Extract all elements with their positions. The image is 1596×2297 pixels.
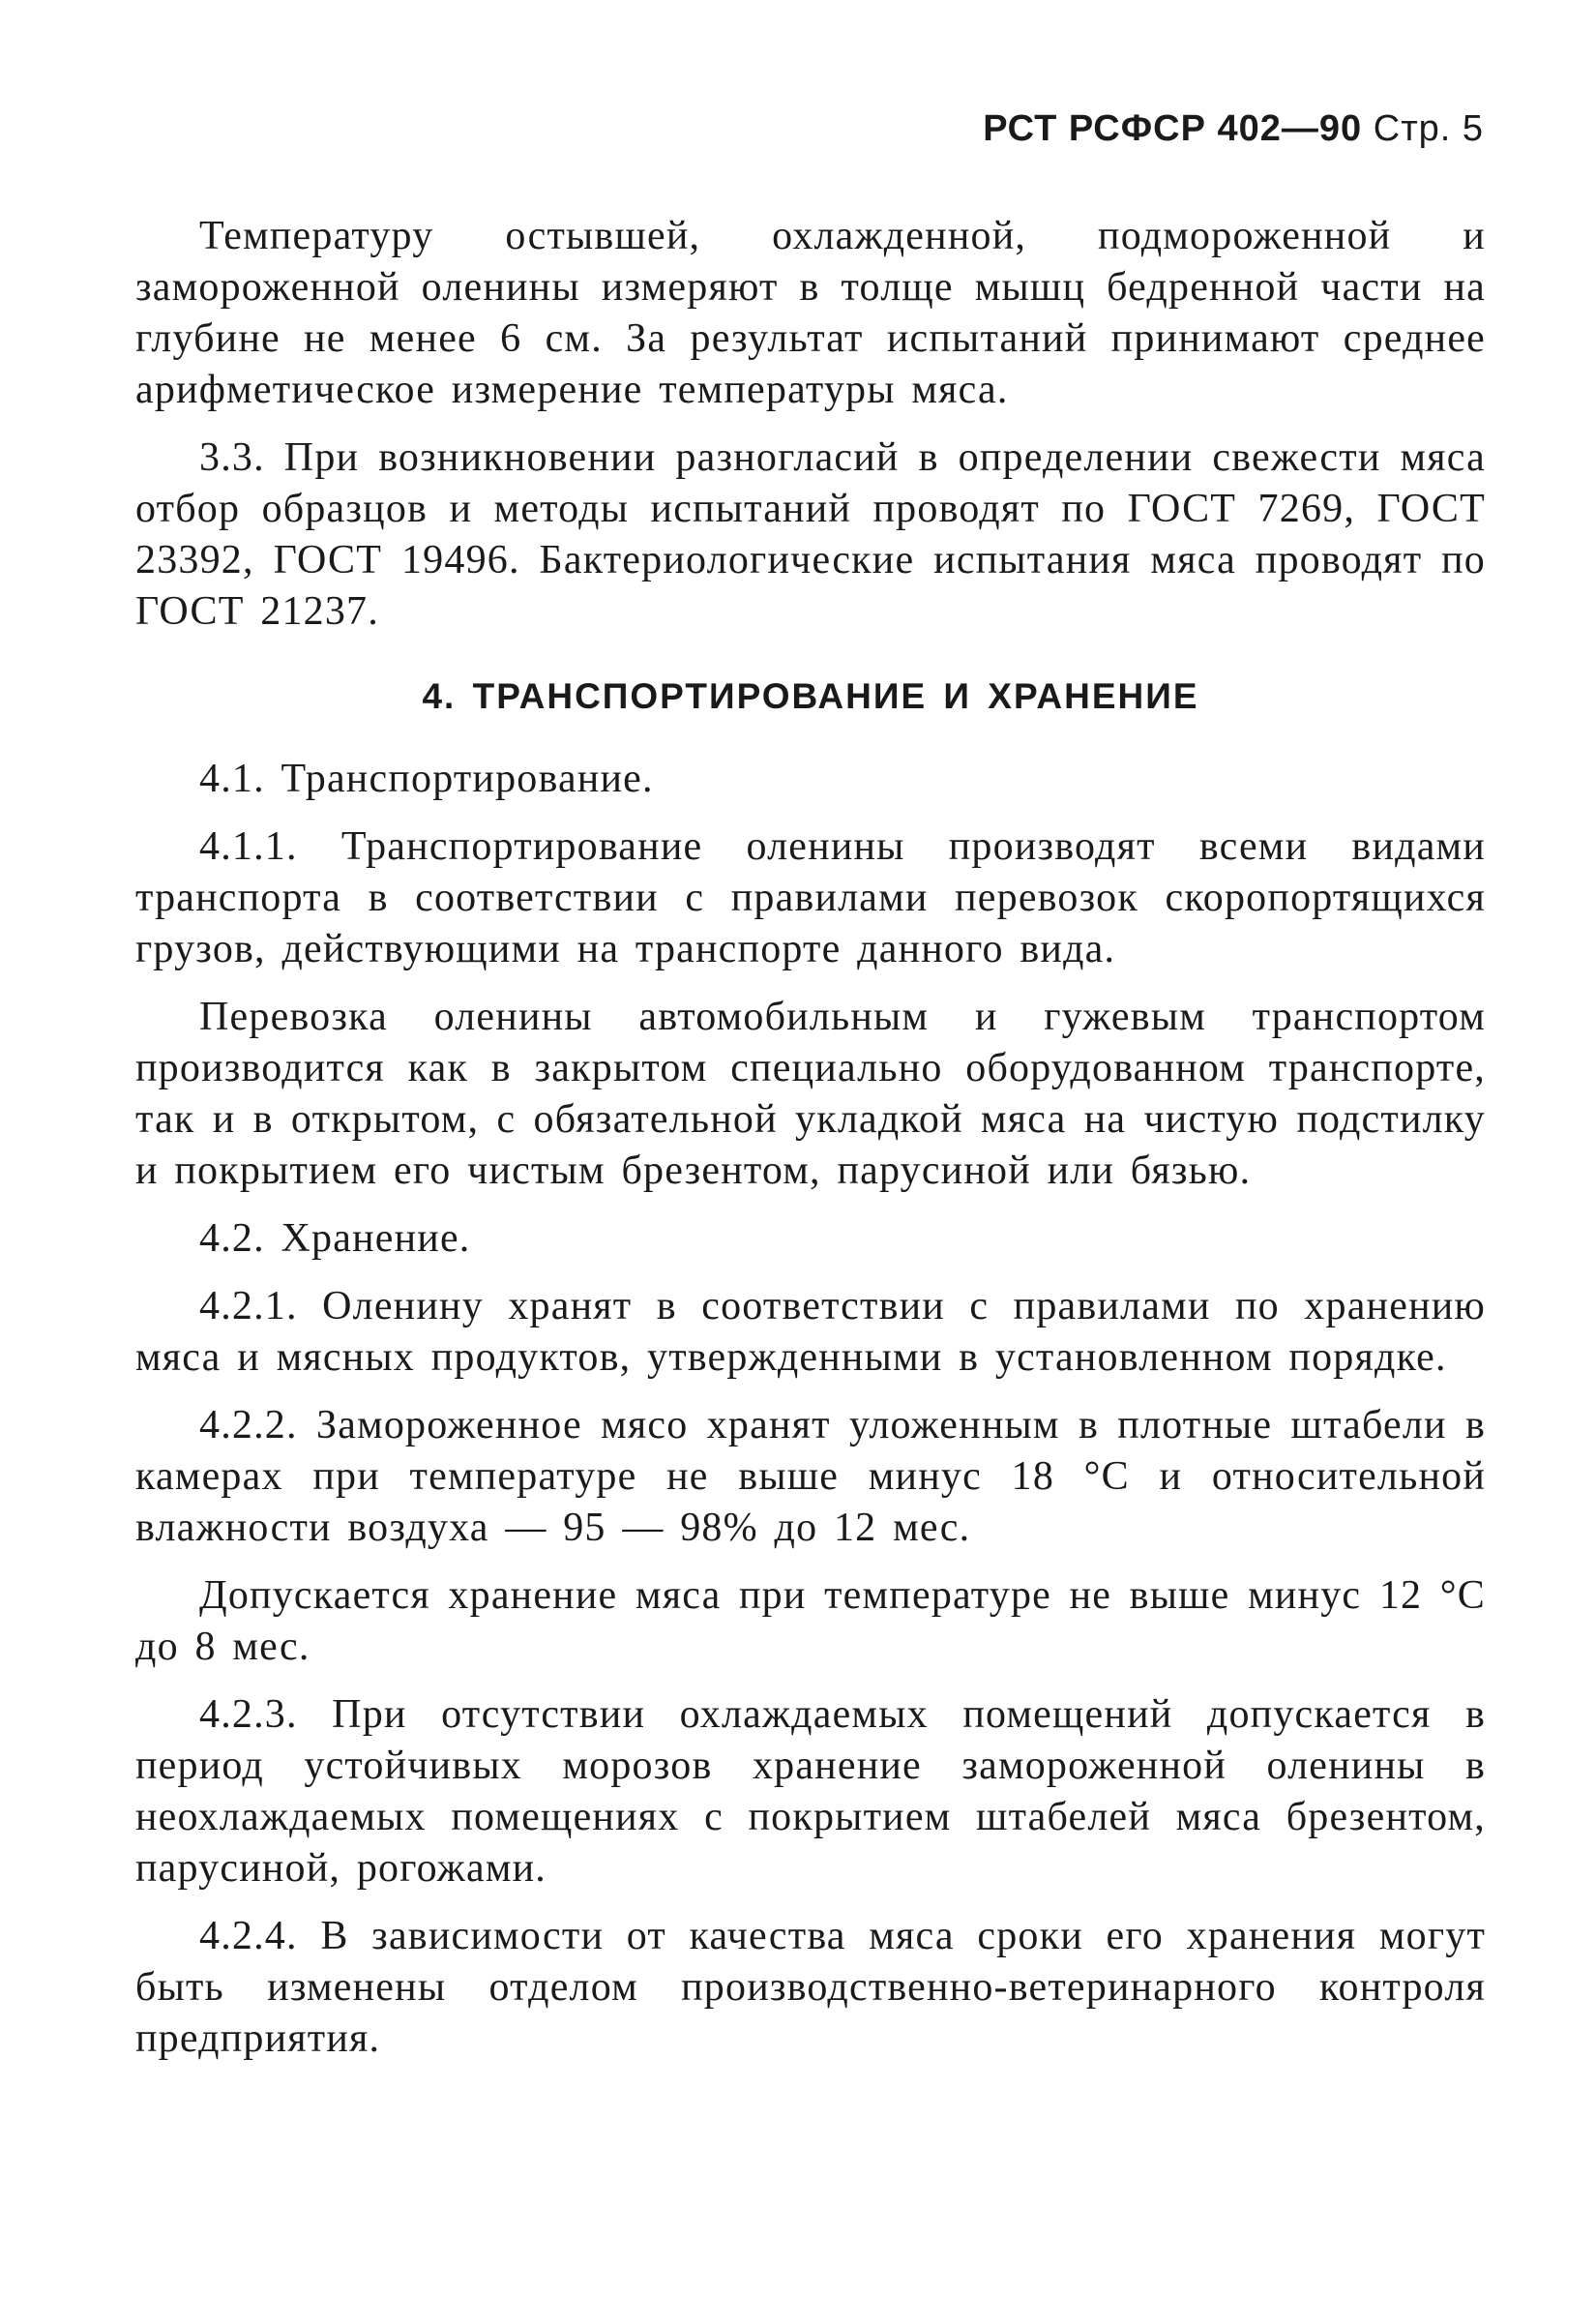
paragraph-temperature-measurement: Температуру остывшей, охлажденной, подмороженной и замороженной оленины измеряют в толще мышц бедренной части на глубине не менее 6 см. За результат испытаний принимают среднее арифметическое измерение температуры мяса. — [135, 214, 1486, 412]
page-number: Стр. 5 — [1373, 108, 1484, 149]
paragraph-4-2-4: 4.2.4. В зависимости от качества мяса сроки его хранения могут быть изменены отделом производственно-ветеринарного контроля предприятия. — [135, 1914, 1486, 2061]
paragraph-storage-allowed: Допускается хранение мяса при температуре не выше минус 12 °С до 8 мес. — [135, 1573, 1486, 1669]
paragraph-4-2-3: 4.2.3. При отсутствии охлаждаемых помещений допускается в период устойчивых морозов хранение замороженной оленины в неохлаждаемых помещениях с покрытием штабелей мяса брезентом, парусиной, рогожами. — [135, 1692, 1486, 1891]
page-header — [983, 108, 1484, 150]
paragraph-3-3: 3.3. При возникновении разногласий в определении свежести мяса отбор образцов и методы испытаний проводят по ГОСТ 7269, ГОСТ 23392, ГОСТ 19496. Бактериологические испытания мяса проводят по ГОСТ 21237. — [135, 435, 1486, 634]
paragraph-transport: Перевозка оленины автомобильным и гужевым транспортом производится как в закрытом специально оборудованном транспорте, так и в открытом, с обязательной укладкой мяса на чистую подстилку и покрытием его чистым брезентом, парусиной или бязью. — [135, 995, 1486, 1193]
paragraph-4-2-1: 4.2.1. Оленину хранят в соответствии с правилами по хранению мяса и мясных продуктов, утвержденными в установленном порядке. — [135, 1284, 1486, 1380]
section-title-4: 4. ТРАНСПОРТИРОВАНИЕ И ХРАНЕНИЕ — [422, 676, 1199, 716]
document-body — [135, 211, 1486, 2081]
paragraph-4-2: 4.2. Хранение. — [199, 1216, 471, 1261]
paragraph-4-1-1: 4.1.1. Транспортирование оленины производят всеми видами транспорта в соответствии с правилами перевозок скоропортящихся грузов, действующими на транспорте данного вида. — [135, 824, 1486, 971]
paragraph-4-1: 4.1. Транспортирование. — [199, 757, 654, 801]
paragraph-4-2-2: 4.2.2. Замороженное мясо хранят уложенным в плотные штабели в камерах при температуре не выше минус 18 °С и относительной влажности воздуха — 95 — 98% до 12 мес. — [135, 1403, 1486, 1550]
document-id: РСТ РСФСР 402—90 — [983, 108, 1363, 149]
